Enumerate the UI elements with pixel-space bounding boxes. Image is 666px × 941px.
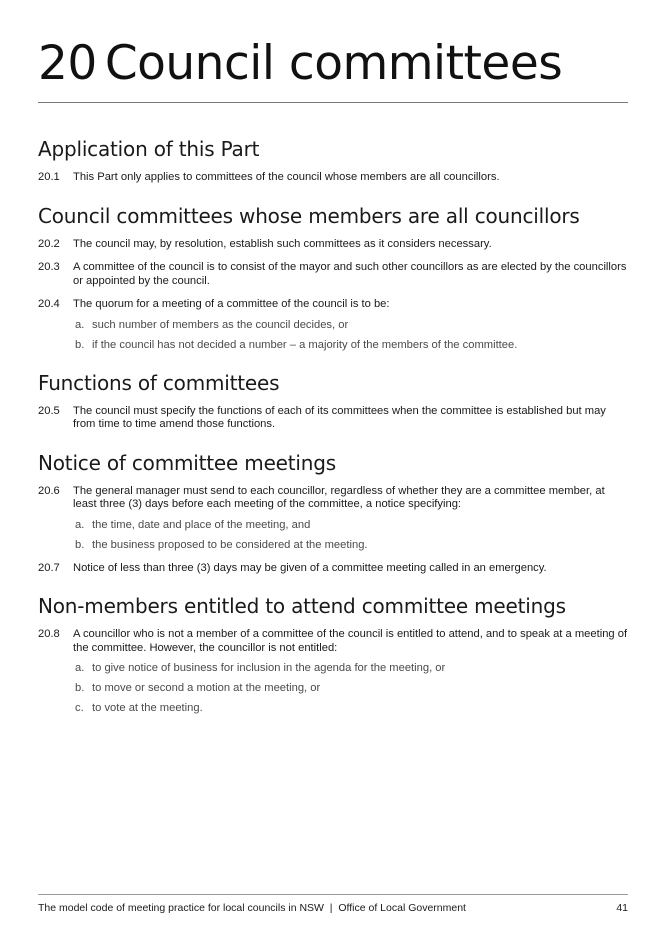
clause-number: 20.3: [38, 261, 60, 273]
footer-divider: [38, 894, 628, 895]
clause-number: 20.4: [38, 298, 60, 310]
list-item-label: c.: [75, 702, 84, 714]
clause: [38, 405, 628, 432]
list-item: [73, 701, 628, 715]
list-item-text: the business proposed to be considered at the meeting.: [92, 538, 368, 551]
clause: [38, 238, 628, 252]
list-item-label: a.: [75, 318, 85, 331]
clause: [38, 628, 628, 715]
list-item-label: b.: [75, 682, 85, 694]
list-item-label: a.: [75, 662, 85, 674]
list-item: [73, 518, 628, 532]
list-item-text: to move or second a motion at the meeting, or: [92, 682, 321, 694]
sub-list: [73, 661, 628, 715]
section-functions: [38, 370, 628, 432]
section-heading: Notice of committee meetings: [38, 450, 336, 475]
clause-text: This Part only applies to committees of the council whose members are all councillors.: [73, 171, 500, 183]
section-heading: Council committees whose members are all councillors: [38, 203, 580, 228]
section-heading: Functions of committees: [38, 370, 280, 395]
clause-number: 20.8: [38, 628, 60, 640]
list-item-label: b.: [75, 538, 85, 551]
clause-number: 20.1: [38, 171, 60, 183]
list-item: [73, 661, 628, 675]
section-non-members: [38, 593, 628, 715]
clause-text: A councillor who is not a member of a committee of the council is entitled to attend, and to speak at a meeting of the committee. However, the councillor is not entitled:: [73, 628, 628, 654]
list-item: [73, 318, 628, 332]
section-council-committees: [38, 203, 628, 352]
clause-text: Notice of less than three (3) days may be given of a committee meeting called in an emergency.: [73, 561, 547, 574]
list-item: [73, 338, 628, 352]
sub-list: [73, 318, 628, 352]
list-item-text: such number of members as the council decides, or: [92, 318, 349, 331]
list-item-text: if the council has not decided a number – a majority of the members of the committee.: [92, 338, 518, 351]
clause-text: The council may, by resolution, establish such committees as it considers necessary.: [73, 237, 492, 250]
clause-number: 20.6: [38, 484, 60, 497]
section-heading: Application of this Part: [38, 137, 260, 161]
footer-text: The model code of meeting practice for local councils in NSW | Office of Local Government: [38, 902, 466, 914]
document-body: [38, 136, 628, 733]
page-number: 41: [616, 902, 628, 914]
section-application: [38, 136, 628, 185]
clause: [38, 562, 628, 576]
clause-text: The general manager must send to each councillor, regardless of whether they are a committee member, at least three (3) days before each meeting of the committee, a notice specifying:: [73, 484, 605, 510]
clause-text: The quorum for a meeting of a committee of the council is to be:: [73, 298, 390, 310]
chapter-title: Council committees: [104, 36, 563, 91]
section-notice: [38, 450, 628, 576]
sub-list: [73, 518, 628, 552]
title-divider: [38, 102, 628, 103]
section-heading: Non-members entitled to attend committee meetings: [38, 594, 566, 618]
clause-number: 20.5: [38, 404, 60, 417]
clause-number: 20.2: [38, 237, 60, 250]
page-footer: [38, 902, 628, 915]
clause-number: 20.7: [38, 561, 60, 574]
list-item-label: b.: [75, 338, 85, 351]
list-item-text: to vote at the meeting.: [92, 702, 203, 714]
chapter-number: 20: [38, 36, 97, 91]
clause: [38, 485, 628, 552]
list-item-text: to give notice of business for inclusion in the agenda for the meeting, or: [92, 662, 446, 674]
clause: [38, 298, 628, 352]
list-item-label: a.: [75, 518, 85, 531]
list-item: [73, 681, 628, 695]
clause-text: A committee of the council is to consist of the mayor and such other councillors as are elected by the councillors or appointed by the council.: [73, 261, 627, 287]
clause-text: The council must specify the functions of each of its committees when the committee is established but may from time to time amend those functions.: [73, 404, 606, 430]
clause: [38, 171, 628, 185]
list-item-text: the time, date and place of the meeting, and: [92, 518, 311, 531]
list-item: [73, 538, 628, 552]
clause: [38, 261, 628, 288]
page-title: [38, 36, 562, 92]
